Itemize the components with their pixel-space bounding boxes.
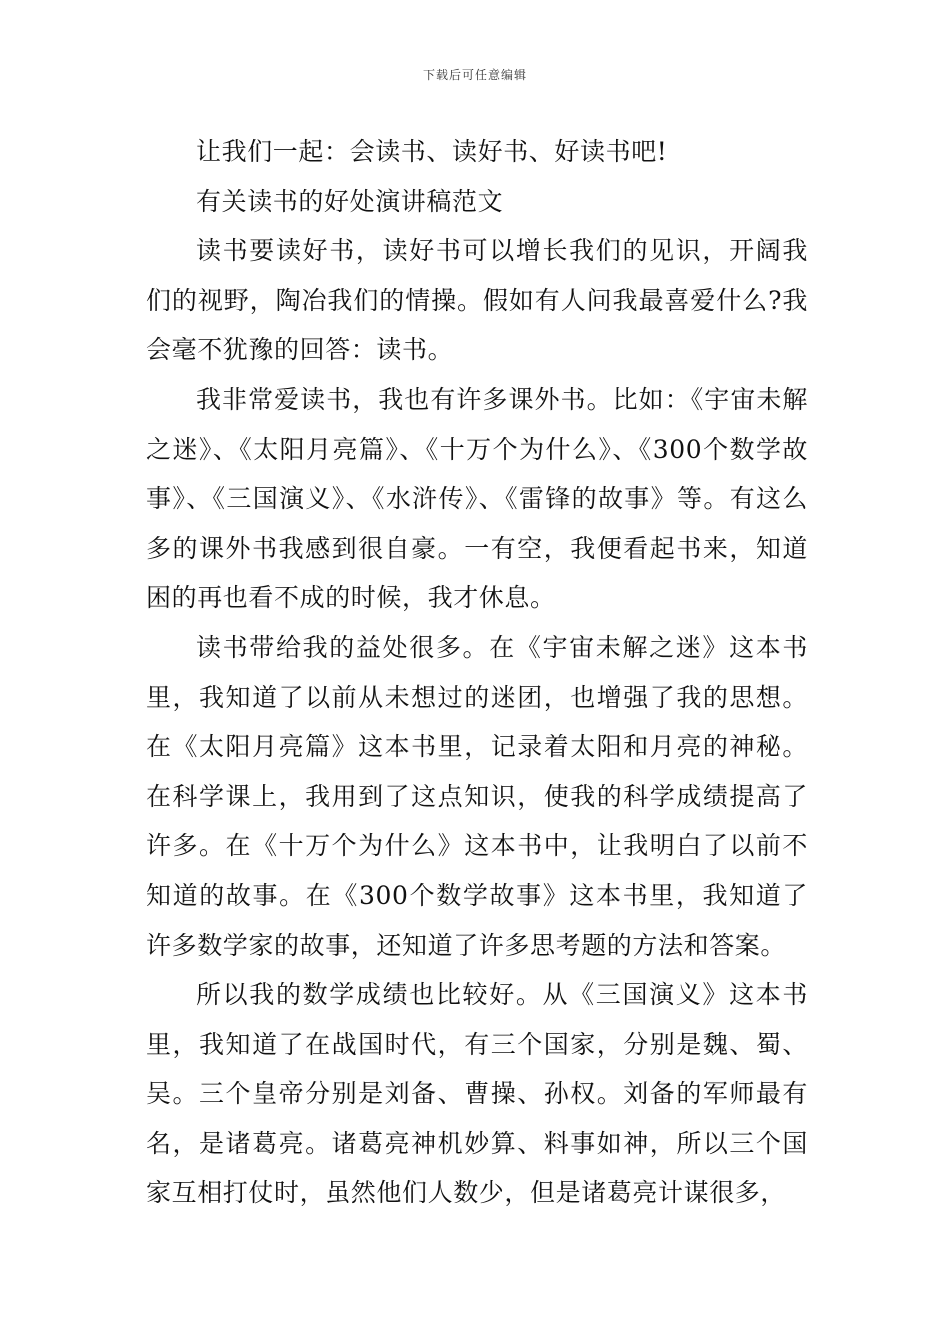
paragraph-5: 读书带给我的益处很多。在《宇宙未解之迷》这本书里，我知道了以前从未想过的迷团，也增强了我的思想。在《太阳月亮篇》这本书里，记录着太阳和月亮的神秘。在科学课上，我用到了这点知识，使我的科学成绩提高了许多。在《十万个为什么》这本书中，让我明白了以前不知道的故事。在《300个数学故事》这本书里，我知道了许多数学家的故事，还知道了许多思考题的方法和答案。 [146, 632, 808, 960]
page-header-note: 下载后可任意编辑 [422, 68, 527, 82]
paragraph-6: 所以我的数学成绩也比较好。从《三国演义》这本书里，我知道了在战国时代，有三个国家，分别是魏、蜀、吴。三个皇帝分别是刘备、曹操、孙权。刘备的军师最有名，是诸葛亮。诸葛亮神机妙算、料事如神，所以三个国家互相打仗时，虽然他们人数少，但是诸葛亮计谋很多， [146, 980, 808, 1208]
paragraph-2: 有关读书的好处演讲稿范文 [196, 186, 504, 216]
document-body [146, 127, 808, 1218]
paragraph-1: 让我们一起：会读书、读好书、好读书吧! [196, 137, 668, 166]
paragraph-3: 读书要读好书，读好书可以增长我们的见识，开阔我们的视野，陶冶我们的情操。假如有人问我最喜爱什么?我会毫不犹豫的回答：读书。 [146, 236, 808, 365]
paragraph-4: 我非常爱读书，我也有许多课外书。比如：《宇宙未解之迷》、《太阳月亮篇》、《十万个为什么》、《300个数学故事》、《三国演义》、《水浒传》、《雷锋的故事》等。有这么多的课外书我感到很自豪。一有空，我便看起书来，知道困的再也看不成的时候，我才休息。 [146, 384, 808, 613]
